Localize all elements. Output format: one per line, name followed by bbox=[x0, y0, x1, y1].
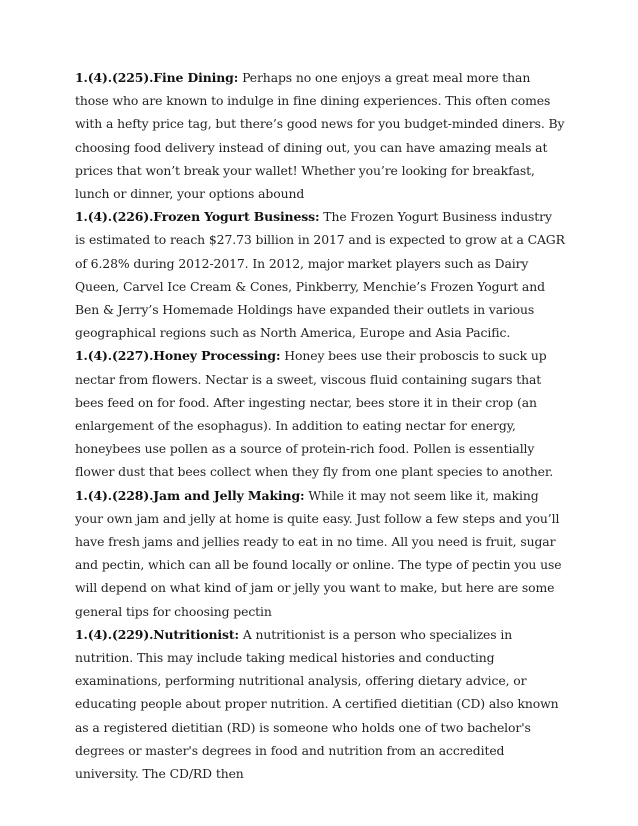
document-page bbox=[75, 66, 565, 785]
entry-title: 1.(4).(228).Jam and Jelly Making: bbox=[75, 487, 305, 503]
entry-body: While it may not seem like it, making your own jam and jelly at home is quite easy. Just follow a few steps and you’ll have fresh jams and jellies ready to eat in no time. All you need is fruit, sugar and pectin, which can all be found locally or online. The type of pectin you use will depend on what kind of jam or jelly you want to make, but here are some general tips for choosing pectin bbox=[75, 487, 562, 619]
entry-nutritionist bbox=[75, 623, 565, 785]
entry-title: 1.(4).(227).Honey Processing: bbox=[75, 348, 281, 364]
entry-body: Perhaps no one enjoys a great meal more than those who are known to indulge in fine dining experiences. This often comes with a hefty price tag, but there’s good news for you budget-minded diners. By choosing food delivery instead of dining out, you can have amazing meals at prices that won’t break your wallet! Whether you’re looking for breakfast, lunch or dinner, your options abound bbox=[75, 70, 565, 202]
entry-body: The Frozen Yogurt Business industry is estimated to reach $27.73 billion in 2017 and is expected to grow at a CAGR of 6.28% during 2012-2017. In 2012, major market players such as Dairy Queen, Carvel Ice Cream & Cones, Pinkberry, Menchie’s Frozen Yogurt and Ben & Jerry’s Homemade Holdings have expanded their outlets in various geographical regions such as North America, Europe and Asia Pacific. bbox=[75, 209, 565, 341]
entry-title: 1.(4).(225).Fine Dining: bbox=[75, 70, 239, 85]
entry-honey-processing bbox=[75, 344, 565, 483]
entry-body: A nutritionist is a person who specializes in nutrition. This may include taking medical histories and conducting examinations, performing nutritional analysis, offering dietary advice, or educating people about proper nutrition. A certified dietitian (CD) also known as a registered dietitian (RD) is someone who holds one of two bachelor's degrees or master's degrees in food and nutrition from an accredited university. The CD/RD then bbox=[75, 626, 559, 782]
entry-jam-and-jelly-making bbox=[75, 484, 565, 623]
entry-body: Honey bees use their proboscis to suck up nectar from flowers. Nectar is a sweet, viscous fluid containing sugars that bees feed on for food. After ingesting nectar, bees store it in their crop (an enlargement of the esophagus). In addition to eating nectar for energy, honeybees use pollen as a source of protein-rich food. Pollen is essentially flower dust that bees collect when they fly from one plant species to another. bbox=[75, 348, 554, 480]
entry-frozen-yogurt-business bbox=[75, 205, 565, 344]
entry-fine-dining bbox=[75, 66, 565, 205]
entry-title: 1.(4).(226).Frozen Yogurt Business: bbox=[75, 209, 320, 225]
entry-title: 1.(4).(229).Nutritionist: bbox=[75, 626, 239, 642]
